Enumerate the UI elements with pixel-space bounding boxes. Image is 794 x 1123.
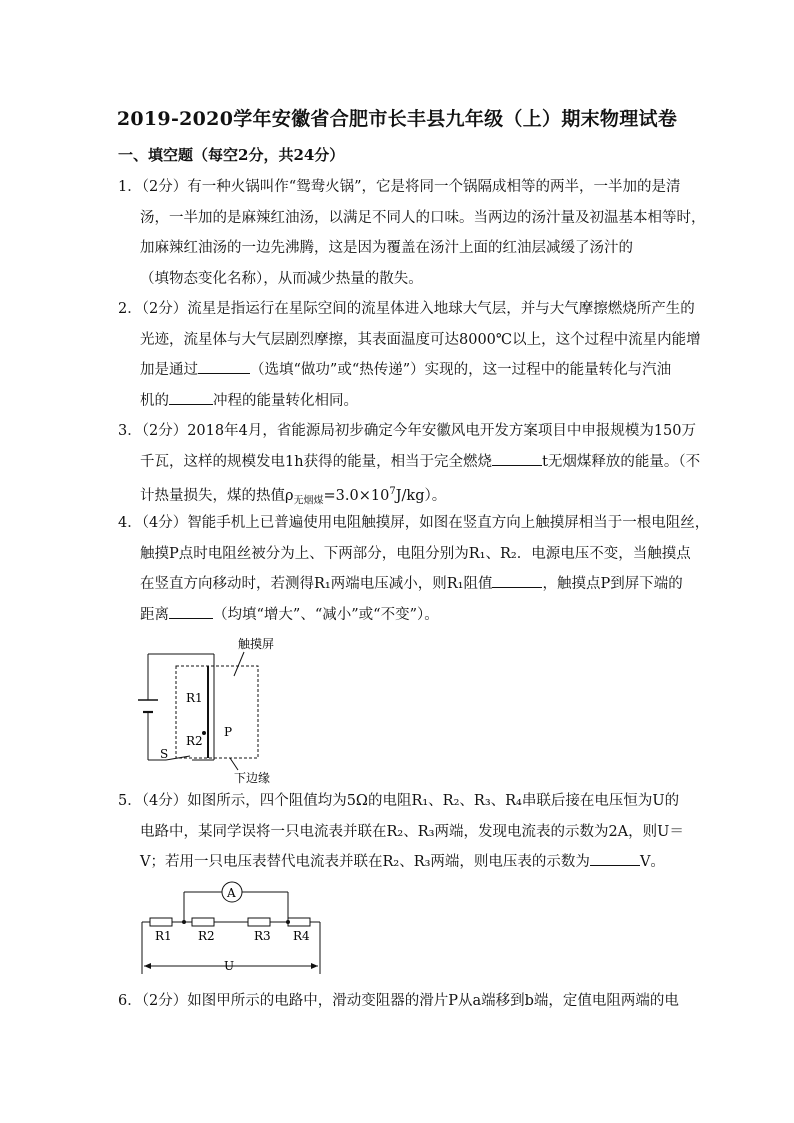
q2-line: 加是通过 （选填“做功”或“热传递”）实现的，这一过程中的能量转化与汽油 [118,355,678,386]
paper-title: 2019-2020学年安徽省合肥市长丰县九年级（上）期末物理试卷 [116,108,678,130]
q5-line: 电路中，某同学误将一只电流表并联在R₂、R₃两端，发现电流表的示数为2A，则U＝ [140,823,684,840]
voltage-label: U [224,959,235,973]
q5-line: V；若用一只电压表替代电流表并联在R₂、R₃两端，则电压表的示数为 V。 [118,847,678,878]
question-6 [118,986,678,1017]
q1-line: 汤，一半加的是麻辣红油汤，以满足不同人的口味。当两边的汤汁量及初温基本相等时， [140,209,706,226]
r3-label: R3 [254,929,271,943]
q4-line: 在竖直方向移动时，若测得R₁两端电压减小，则R₁阻值 ，触摸点P到屏下端的 [118,569,678,600]
question-2 [118,294,701,416]
answer-blank[interactable] [169,390,213,405]
section-heading: 一、填空题（每空2分，共24分） [118,146,345,164]
r2-label: R2 [186,734,203,748]
screen-label: 触摸屏 [238,637,275,651]
series-resistor-circuit-figure [138,876,328,976]
switch-label: S [160,747,169,761]
q1-line: （填物态变化名称），从而减少热量的散失。 [140,270,423,287]
r1-label: R1 [186,691,203,705]
q3-line: 计热量损失，煤的热值$\rho_{无烟煤}=3.0\times 10^7J/kg$）。 [140,486,447,507]
q2-line: 光迹，流星体与大气层剧烈摩擦，其表面温度可达8000℃以上，这个过程中流星内能增 [140,331,701,348]
q1-line: 加麻辣红油汤的一边先沸腾，这是因为覆盖在汤汁上面的红油层减缓了汤汁的 [140,240,633,256]
q2-line: 机的 冲程的能量转化相同。 [118,386,678,417]
q1-line: 1．（2分）有一种火锅叫作“鸳鸯火锅”，它是将同一个锅隔成相等的两半，一半加的是清 [118,179,681,195]
q4-line: 4．（4分）智能手机上已普遍使用电阻触摸屏，如图在竖直方向上触摸屏相当于一根电阻丝， [118,515,710,531]
ammeter-label: A [227,886,236,900]
q4-line: 触摸P点时电阻丝被分为上、下两部分，电阻分别为R₁、R₂．电源电压不变，当触摸点 [140,545,691,562]
answer-blank[interactable] [590,851,640,866]
answer-blank[interactable] [492,451,542,466]
r4-label: R4 [293,929,310,943]
question-5 [118,786,684,878]
q6-line: 6．（2分）如图甲所示的电路中，滑动变阻器的滑片P从a端移到b端，定值电阻两端的电 [118,993,679,1009]
q2-line: 2．（2分）流星是指运行在星际空间的流星体进入地球大气层，并与大气摩擦燃烧所产生的 [118,301,695,317]
q3-line: 千瓦，这样的规模发电1h获得的能量，相当于完全燃烧 t无烟煤释放的能量。（不 [118,447,678,478]
q4-line: 距离 （均填“增大”、“减小”或“不变”）。 [118,600,678,631]
resistor-r1 [150,918,172,926]
q3-line: 3．（2分）2018年4月，省能源局初步确定今年安徽风电开发方案项目中申报规模为150万 [118,423,697,439]
question-1 [118,172,706,294]
resistor-r3 [248,918,270,926]
touch-screen-circuit-figure [130,632,290,784]
r2-label: R2 [198,929,215,943]
p-label: P [224,725,233,739]
resistor-r2 [192,918,214,926]
answer-blank[interactable] [492,573,542,588]
question-4 [118,508,710,630]
answer-blank[interactable] [169,604,213,619]
r1-label: R1 [155,929,172,943]
answer-blank[interactable] [198,359,250,374]
q5-line: 5．（4分）如图所示，四个阻值均为5Ω的电阻R₁、R₂、R₃、R₄串联后接在电压恒为U的 [118,793,680,809]
resistor-r4 [288,918,310,926]
bottom-edge-label: 下边缘 [234,771,271,784]
question-3 [118,416,701,517]
